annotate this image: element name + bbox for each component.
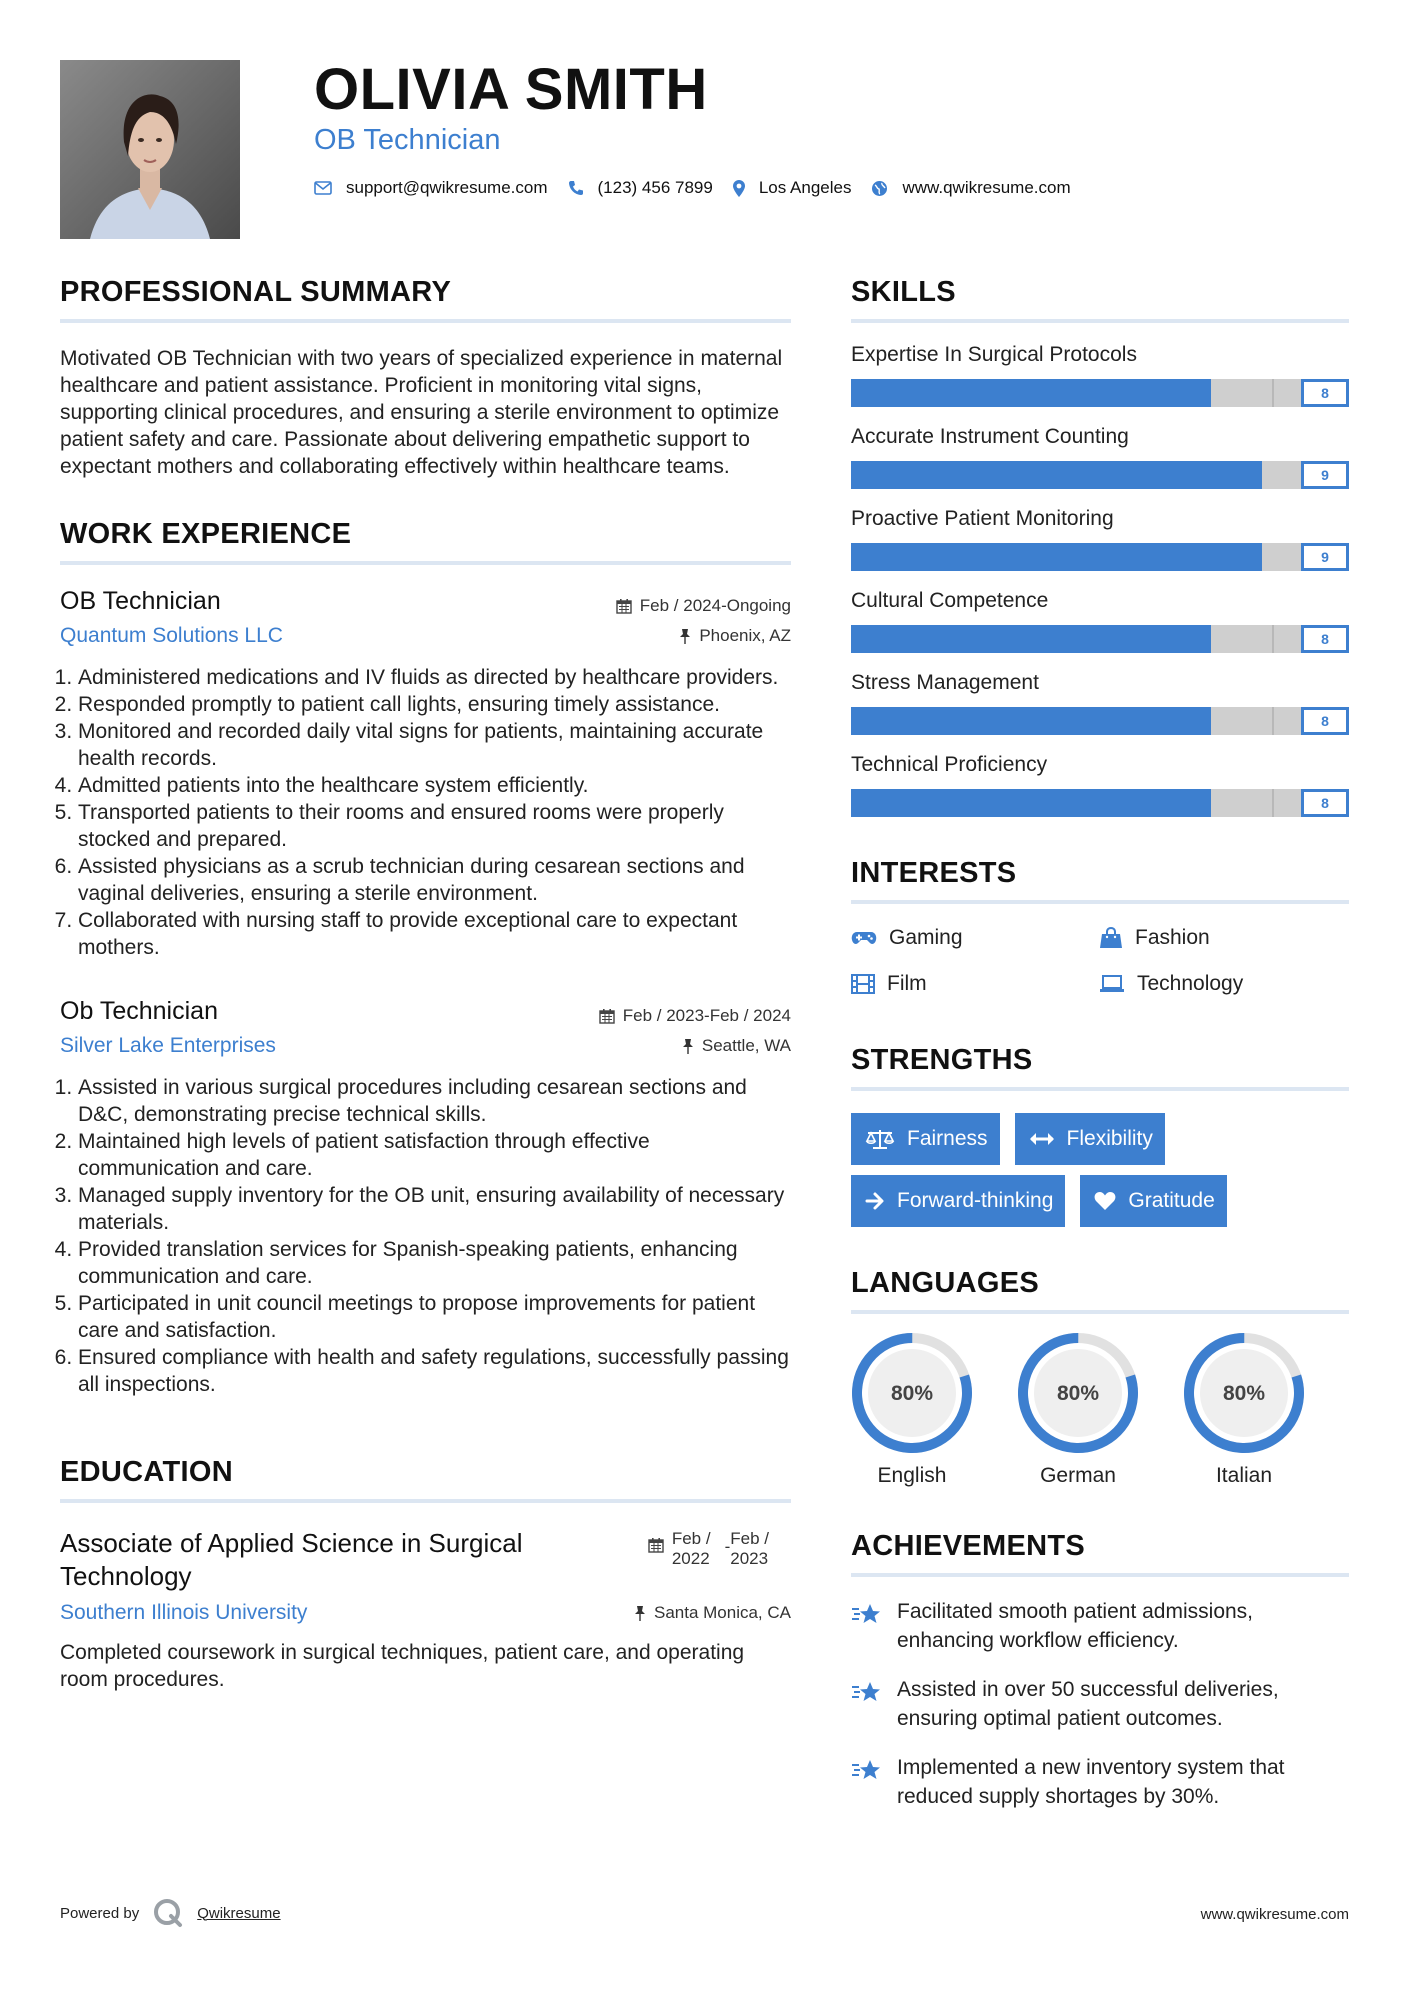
language-name: German xyxy=(1040,1464,1116,1487)
language-percent: 80% xyxy=(890,1382,934,1405)
gamepad-icon xyxy=(851,930,877,946)
company-name: Quantum Solutions LLC xyxy=(60,624,283,647)
film-icon xyxy=(851,974,875,994)
skill-bar xyxy=(851,789,1349,817)
left-column xyxy=(60,276,791,1693)
pushpin-icon xyxy=(682,1038,694,1054)
shooting-star-icon xyxy=(851,1679,883,1705)
job-date xyxy=(599,1006,791,1026)
date-separator: - xyxy=(724,1537,731,1556)
contact-phone[interactable] xyxy=(568,178,713,198)
interest-item xyxy=(1099,926,1349,950)
website-text: www.qwikresume.com xyxy=(902,178,1071,197)
language-name: Italian xyxy=(1215,1464,1273,1487)
achievements-heading: ACHIEVEMENTS xyxy=(851,1530,1349,1577)
degree-title: Associate of Applied Science in Surgical Technology xyxy=(60,1528,523,1591)
skill-item xyxy=(851,589,1349,653)
achievements-section xyxy=(851,1530,1349,1811)
experience-section xyxy=(60,518,791,1398)
qwikresume-link[interactable]: Qwikresume xyxy=(197,1904,281,1922)
skill-name: Stress Management xyxy=(851,671,1039,694)
achievement-item xyxy=(851,1597,1349,1655)
arrows-horizontal-icon xyxy=(1029,1132,1055,1146)
school-location xyxy=(634,1603,791,1623)
languages-section xyxy=(851,1267,1349,1488)
calendar-icon xyxy=(599,1008,615,1024)
list-item: 5. Transported patients to their rooms and ensured rooms were properly stocked and prepared. xyxy=(78,799,791,853)
job-location xyxy=(682,1036,791,1056)
skill-level: 8 xyxy=(1301,707,1349,735)
globe-icon xyxy=(871,180,888,197)
skill-bar-divider xyxy=(1272,707,1274,735)
skill-bar-fill xyxy=(851,543,1262,571)
interest-item xyxy=(851,972,1099,996)
interest-item xyxy=(851,926,1099,950)
envelope-icon xyxy=(314,181,332,195)
footer-powered-by xyxy=(60,1898,281,1928)
language-ring xyxy=(851,1332,973,1454)
skill-bar-divider xyxy=(1272,379,1274,407)
skill-item xyxy=(851,425,1349,489)
job-date xyxy=(616,596,791,616)
interest-label: Fashion xyxy=(1135,926,1210,949)
strength-tag xyxy=(1015,1113,1165,1165)
skill-level: 8 xyxy=(1301,789,1349,817)
skill-name: Accurate Instrument Counting xyxy=(851,425,1129,448)
map-marker-icon xyxy=(733,180,745,197)
contact-email[interactable] xyxy=(314,178,548,198)
powered-by-text: Powered by xyxy=(60,1904,140,1922)
calendar-icon xyxy=(616,598,632,614)
skill-level: 9 xyxy=(1301,461,1349,489)
strength-tag xyxy=(1080,1175,1226,1227)
shopping-bag-icon xyxy=(1099,927,1123,949)
skill-item xyxy=(851,753,1349,817)
footer-website[interactable]: www.qwikresume.com xyxy=(1200,1906,1349,1923)
contact-row xyxy=(314,178,1091,198)
list-item: 2. Responded promptly to patient call lights, ensuring timely assistance. xyxy=(78,691,791,718)
achievement-text: Assisted in over 50 successful deliveries, ensuring optimal patient outcomes. xyxy=(897,1678,1279,1730)
skill-level: 8 xyxy=(1301,625,1349,653)
list-item: 6. Ensured compliance with health and safety regulations, successfully passing all inspections. xyxy=(78,1344,791,1398)
skill-bar-fill xyxy=(851,625,1211,653)
education-section xyxy=(60,1456,791,1693)
shooting-star-icon xyxy=(851,1601,883,1627)
skills-heading: SKILLS xyxy=(851,276,1349,323)
skill-bar-divider xyxy=(1272,789,1274,817)
interest-item xyxy=(1099,972,1349,996)
strength-label: Forward-thinking xyxy=(897,1189,1054,1212)
skill-bar xyxy=(851,707,1349,735)
language-ring xyxy=(1017,1332,1139,1454)
job-entry xyxy=(60,997,791,1398)
strength-label: Flexibility xyxy=(1066,1127,1153,1150)
education-heading: EDUCATION xyxy=(60,1456,791,1503)
language-item xyxy=(851,1332,973,1488)
list-item: 4. Admitted patients into the healthcare system efficiently. xyxy=(78,772,791,799)
strength-label: Gratitude xyxy=(1128,1189,1215,1212)
list-item: 4. Provided translation services for Spanish-speaking patients, enhancing communication and care. xyxy=(78,1236,791,1290)
calendar-icon xyxy=(648,1537,664,1553)
skill-bar-divider xyxy=(1272,625,1274,653)
job-entry xyxy=(60,587,791,961)
arrow-right-icon xyxy=(865,1191,885,1211)
achievement-text: Implemented a new inventory system that reduced supply shortages by 30%. xyxy=(897,1756,1285,1808)
interest-label: Film xyxy=(887,972,927,995)
summary-section xyxy=(60,276,791,480)
skill-bar xyxy=(851,543,1349,571)
strengths-section xyxy=(851,1044,1349,1227)
list-item: 5. Participated in unit council meetings to propose improvements for patient care and satisfaction. xyxy=(78,1290,791,1344)
balance-scale-icon xyxy=(865,1128,895,1150)
skill-level: 8 xyxy=(1301,379,1349,407)
location-text: Los Angeles xyxy=(758,178,852,197)
interests-heading: INTERESTS xyxy=(851,857,1349,904)
phone-icon xyxy=(568,180,584,196)
achievement-item xyxy=(851,1675,1349,1733)
skill-item xyxy=(851,671,1349,735)
pushpin-icon xyxy=(634,1605,646,1621)
job-duties xyxy=(60,1074,791,1398)
languages-heading: LANGUAGES xyxy=(851,1267,1349,1314)
shooting-star-icon xyxy=(851,1757,883,1783)
skill-item xyxy=(851,507,1349,571)
languages-list xyxy=(851,1332,1349,1488)
skill-name: Expertise In Surgical Protocols xyxy=(851,343,1137,366)
job-location-text: Seattle, WA xyxy=(701,1036,791,1055)
skill-level: 9 xyxy=(1301,543,1349,571)
skills-section xyxy=(851,276,1349,817)
skill-bar xyxy=(851,461,1349,489)
job-title: Ob Technician xyxy=(60,997,218,1025)
contact-location xyxy=(733,178,852,198)
interest-label: Technology xyxy=(1137,972,1244,995)
phone-text: (123) 456 7899 xyxy=(597,178,713,197)
achievement-text: Facilitated smooth patient admissions, enhancing workflow efficiency. xyxy=(897,1600,1254,1652)
skill-bar xyxy=(851,379,1349,407)
job-title: OB Technician xyxy=(60,587,221,615)
summary-heading: PROFESSIONAL SUMMARY xyxy=(60,276,791,323)
job-date-text: Feb / 2023-Feb / 2024 xyxy=(622,1006,791,1025)
school-location-text: Santa Monica, CA xyxy=(653,1603,791,1622)
end-month: Feb / xyxy=(730,1529,769,1548)
right-column xyxy=(851,276,1349,1811)
school-name: Southern Illinois University xyxy=(60,1601,308,1624)
strength-tag xyxy=(851,1175,1065,1227)
language-item xyxy=(1183,1332,1305,1488)
skill-bar-fill xyxy=(851,379,1211,407)
email-text: support@qwikresume.com xyxy=(346,178,548,197)
skill-name: Technical Proficiency xyxy=(851,753,1048,776)
pushpin-icon xyxy=(679,628,691,644)
list-item: 1. Administered medications and IV fluids as directed by healthcare providers. xyxy=(78,664,791,691)
list-item: 6. Assisted physicians as a scrub technician during cesarean sections and vaginal deliveries, ensuring a sterile environment. xyxy=(78,853,791,907)
experience-heading: WORK EXPERIENCE xyxy=(60,518,791,565)
job-location-text: Phoenix, AZ xyxy=(699,626,791,645)
job-location xyxy=(679,626,791,646)
language-name: English xyxy=(877,1464,947,1487)
education-dates xyxy=(648,1529,769,1569)
language-percent: 80% xyxy=(1056,1382,1100,1405)
start-year: 2022 xyxy=(671,1549,710,1568)
skill-name: Proactive Patient Monitoring xyxy=(851,507,1114,530)
list-item: 3. Managed supply inventory for the OB unit, ensuring availability of necessary materials. xyxy=(78,1182,791,1236)
skill-name: Cultural Competence xyxy=(851,589,1049,612)
strength-tag xyxy=(851,1113,1000,1165)
interest-label: Gaming xyxy=(889,926,963,949)
achievement-item xyxy=(851,1753,1349,1811)
interests-section xyxy=(851,857,1349,996)
skill-item xyxy=(851,343,1349,407)
heart-icon xyxy=(1094,1191,1116,1211)
profile-photo xyxy=(60,60,240,239)
contact-website[interactable] xyxy=(871,178,1070,198)
language-percent: 80% xyxy=(1222,1382,1266,1405)
education-description: Completed coursework in surgical techniques, patient care, and operating room procedures. xyxy=(60,1641,745,1691)
laptop-icon xyxy=(1099,975,1125,993)
skill-bar xyxy=(851,625,1349,653)
language-ring xyxy=(1183,1332,1305,1454)
start-month: Feb / xyxy=(671,1529,711,1548)
strengths-heading: STRENGTHS xyxy=(851,1044,1349,1091)
skill-bar-fill xyxy=(851,461,1262,489)
skill-bar-fill xyxy=(851,707,1211,735)
list-item: 3. Monitored and recorded daily vital signs for patients, maintaining accurate health records. xyxy=(78,718,791,772)
list-item: 1. Assisted in various surgical procedures including cesarean sections and D&C, demonstrating precise technical skills. xyxy=(78,1074,791,1128)
strength-label: Fairness xyxy=(907,1127,988,1150)
job-duties xyxy=(60,664,791,961)
list-item: 7. Collaborated with nursing staff to provide exceptional care to expectant mothers. xyxy=(78,907,791,961)
end-year: 2023 xyxy=(730,1549,769,1568)
qwikresume-logo-icon xyxy=(153,1898,183,1928)
skill-bar-fill xyxy=(851,789,1211,817)
skills-list xyxy=(851,343,1349,817)
list-item: 2. Maintained high levels of patient satisfaction through effective communication and care. xyxy=(78,1128,791,1182)
candidate-title: OB Technician xyxy=(314,124,501,156)
language-item xyxy=(1017,1332,1139,1488)
candidate-name: OLIVIA SMITH xyxy=(314,57,708,122)
company-name: Silver Lake Enterprises xyxy=(60,1034,276,1057)
summary-text: Motivated OB Technician with two years of specialized experience in maternal healthcare and patient assistance. Proficient in monitoring vital signs, supporting clinical procedures, and ensuring a sterile environment to optimize patient safety and care. Passionate about delivering empathetic support to expectant mothers and collaborating effectively within healthcare teams. xyxy=(60,347,783,478)
job-date-text: Feb / 2024-Ongoing xyxy=(639,596,791,615)
